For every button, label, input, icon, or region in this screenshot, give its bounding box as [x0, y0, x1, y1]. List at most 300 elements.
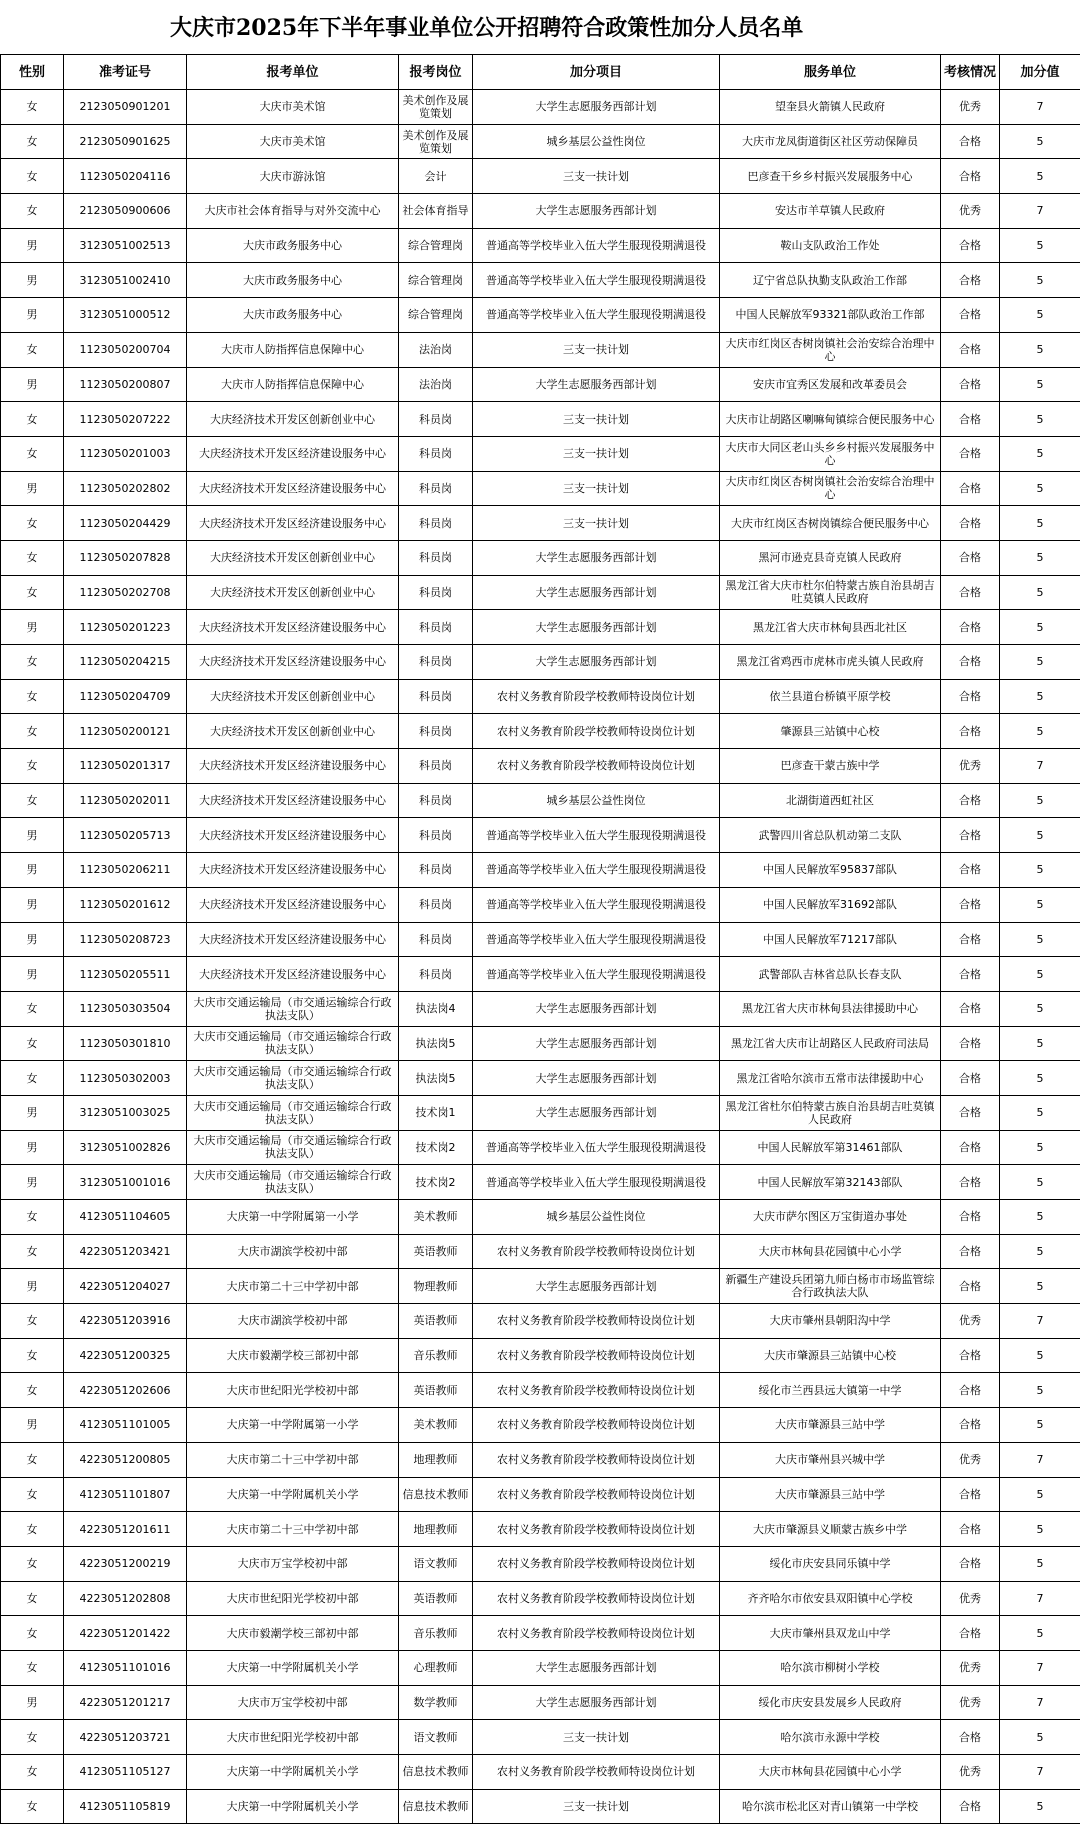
applied-unit-cell: 大庆经济技术开发区创新创业中心	[187, 575, 399, 610]
gender-cell: 男	[1, 957, 64, 992]
service-unit-cell: 绥化市兰西县远大镇第一中学	[720, 1373, 941, 1408]
assessment-cell: 优秀	[941, 1650, 1000, 1685]
service-unit-cell: 哈尔滨市松北区对青山镇第一中学校	[720, 1789, 941, 1824]
service-unit-cell: 安达市羊草镇人民政府	[720, 194, 941, 229]
assessment-cell: 合格	[941, 1373, 1000, 1408]
gender-cell: 女	[1, 506, 64, 541]
applied-post-cell: 心理教师	[399, 1650, 473, 1685]
bonus-item-cell: 城乡基层公益性岗位	[473, 1200, 720, 1235]
assessment-cell: 合格	[941, 679, 1000, 714]
bonus-item-cell: 三支一扶计划	[473, 332, 720, 367]
bonus-item-cell: 大学生志愿服务西部计划	[473, 1650, 720, 1685]
bonus-points-cell: 5	[1000, 922, 1080, 957]
table-row	[1, 1408, 1080, 1443]
applied-post-cell: 信息技术教师	[399, 1789, 473, 1824]
applied-post-cell: 执法岗4	[399, 991, 473, 1026]
table-row	[1, 1546, 1080, 1581]
applied-post-cell: 技术岗1	[399, 1095, 473, 1130]
table-row	[1, 1789, 1080, 1824]
ticket-number-cell: 4123051104605	[64, 1200, 187, 1235]
service-unit-cell: 大庆市肇源县三站中学	[720, 1477, 941, 1512]
bonus-item-cell: 大学生志愿服务西部计划	[473, 90, 720, 125]
assessment-cell: 合格	[941, 471, 1000, 506]
bonus-points-cell: 5	[1000, 1269, 1080, 1304]
table-row	[1, 991, 1080, 1026]
applied-post-cell: 信息技术教师	[399, 1755, 473, 1790]
bonus-item-cell: 农村义务教育阶段学校教师特设岗位计划	[473, 1338, 720, 1373]
assessment-cell: 合格	[941, 1269, 1000, 1304]
bonus-points-cell: 7	[1000, 1581, 1080, 1616]
assessment-cell: 合格	[941, 922, 1000, 957]
table-row	[1, 159, 1080, 194]
bonus-points-cell: 5	[1000, 367, 1080, 402]
applied-unit-cell: 大庆经济技术开发区经济建设服务中心	[187, 506, 399, 541]
assessment-cell: 合格	[941, 124, 1000, 159]
ticket-number-cell: 1123050202011	[64, 783, 187, 818]
service-unit-cell: 黑龙江省大庆市让胡路区人民政府司法局	[720, 1026, 941, 1061]
gender-cell: 女	[1, 1338, 64, 1373]
bonus-item-cell: 农村义务教育阶段学校教师特设岗位计划	[473, 749, 720, 784]
header-gender: 性别	[1, 55, 64, 90]
service-unit-cell: 武警部队吉林省总队长春支队	[720, 957, 941, 992]
applied-post-cell: 英语教师	[399, 1234, 473, 1269]
applied-unit-cell: 大庆市湖滨学校初中部	[187, 1234, 399, 1269]
gender-cell: 男	[1, 228, 64, 263]
assessment-cell: 合格	[941, 159, 1000, 194]
bonus-item-cell: 农村义务教育阶段学校教师特设岗位计划	[473, 1755, 720, 1790]
applied-unit-cell: 大庆经济技术开发区创新创业中心	[187, 679, 399, 714]
service-unit-cell: 大庆市让胡路区喇嘛甸镇综合便民服务中心	[720, 402, 941, 437]
service-unit-cell: 黑河市逊克县奇克镇人民政府	[720, 540, 941, 575]
bonus-points-cell: 5	[1000, 1408, 1080, 1443]
applied-unit-cell: 大庆市第二十三中学初中部	[187, 1269, 399, 1304]
table-row	[1, 1061, 1080, 1096]
applied-post-cell: 技术岗2	[399, 1165, 473, 1200]
ticket-number-cell: 3123051002826	[64, 1130, 187, 1165]
bonus-item-cell: 大学生志愿服务西部计划	[473, 645, 720, 680]
assessment-cell: 合格	[941, 1061, 1000, 1096]
service-unit-cell: 新疆生产建设兵团第九师白杨市市场监管综合行政执法大队	[720, 1269, 941, 1304]
ticket-number-cell: 1123050200121	[64, 714, 187, 749]
applied-unit-cell: 大庆第一中学附属第一小学	[187, 1408, 399, 1443]
bonus-item-cell: 大学生志愿服务西部计划	[473, 1269, 720, 1304]
table-row	[1, 471, 1080, 506]
applied-unit-cell: 大庆市万宝学校初中部	[187, 1546, 399, 1581]
applied-post-cell: 科员岗	[399, 749, 473, 784]
assessment-cell: 优秀	[941, 1442, 1000, 1477]
gender-cell: 男	[1, 853, 64, 888]
table-row	[1, 922, 1080, 957]
ticket-number-cell: 1123050303504	[64, 991, 187, 1026]
table-row	[1, 1685, 1080, 1720]
applied-unit-cell: 大庆经济技术开发区创新创业中心	[187, 540, 399, 575]
table-row	[1, 818, 1080, 853]
ticket-number-cell: 4223051203916	[64, 1304, 187, 1339]
bonus-points-cell: 5	[1000, 228, 1080, 263]
bonus-points-cell: 5	[1000, 575, 1080, 610]
bonus-item-cell: 农村义务教育阶段学校教师特设岗位计划	[473, 714, 720, 749]
applied-unit-cell: 大庆市湖滨学校初中部	[187, 1304, 399, 1339]
bonus-points-cell: 7	[1000, 1442, 1080, 1477]
applied-post-cell: 科员岗	[399, 922, 473, 957]
assessment-cell: 合格	[941, 610, 1000, 645]
table-row	[1, 1581, 1080, 1616]
bonus-item-cell: 普通高等学校毕业入伍大学生服现役期满退役	[473, 1130, 720, 1165]
table-row	[1, 436, 1080, 471]
applied-unit-cell: 大庆市毅潮学校三部初中部	[187, 1616, 399, 1651]
ticket-number-cell: 1123050204215	[64, 645, 187, 680]
assessment-cell: 合格	[941, 853, 1000, 888]
bonus-item-cell: 大学生志愿服务西部计划	[473, 610, 720, 645]
bonus-item-cell: 农村义务教育阶段学校教师特设岗位计划	[473, 679, 720, 714]
ticket-number-cell: 4223051200219	[64, 1546, 187, 1581]
bonus-item-cell: 大学生志愿服务西部计划	[473, 540, 720, 575]
bonus-item-cell: 大学生志愿服务西部计划	[473, 991, 720, 1026]
applied-unit-cell: 大庆市交通运输局（市交通运输综合行政执法支队）	[187, 1061, 399, 1096]
applied-unit-cell: 大庆经济技术开发区经济建设服务中心	[187, 783, 399, 818]
ticket-number-cell: 4223051203721	[64, 1720, 187, 1755]
applied-post-cell: 数学教师	[399, 1685, 473, 1720]
applied-post-cell: 美术教师	[399, 1408, 473, 1443]
gender-cell: 女	[1, 575, 64, 610]
table-row	[1, 263, 1080, 298]
ticket-number-cell: 4223051201217	[64, 1685, 187, 1720]
gender-cell: 女	[1, 90, 64, 125]
service-unit-cell: 巴彦查干蒙古族中学	[720, 749, 941, 784]
service-unit-cell: 肇源县三站镇中心校	[720, 714, 941, 749]
ticket-number-cell: 1123050207222	[64, 402, 187, 437]
applied-post-cell: 科员岗	[399, 679, 473, 714]
applied-unit-cell: 大庆市政务服务中心	[187, 263, 399, 298]
applied-post-cell: 科员岗	[399, 714, 473, 749]
applied-unit-cell: 大庆经济技术开发区创新创业中心	[187, 714, 399, 749]
assessment-cell: 合格	[941, 540, 1000, 575]
applied-unit-cell: 大庆经济技术开发区经济建设服务中心	[187, 887, 399, 922]
table-row	[1, 540, 1080, 575]
service-unit-cell: 齐齐哈尔市依安县双阳镇中心学校	[720, 1581, 941, 1616]
assessment-cell: 合格	[941, 1234, 1000, 1269]
applied-post-cell: 英语教师	[399, 1304, 473, 1339]
bonus-points-cell: 7	[1000, 1650, 1080, 1685]
applied-post-cell: 执法岗5	[399, 1026, 473, 1061]
gender-cell: 女	[1, 714, 64, 749]
service-unit-cell: 中国人民解放军71217部队	[720, 922, 941, 957]
bonus-item-cell: 三支一扶计划	[473, 506, 720, 541]
page-title: 大庆市2025年下半年事业单位公开招聘符合政策性加分人员名单	[170, 15, 804, 41]
applied-post-cell: 英语教师	[399, 1373, 473, 1408]
gender-cell: 女	[1, 1755, 64, 1790]
assessment-cell: 合格	[941, 714, 1000, 749]
bonus-points-cell: 5	[1000, 853, 1080, 888]
table-row	[1, 887, 1080, 922]
applied-post-cell: 地理教师	[399, 1442, 473, 1477]
service-unit-cell: 中国人民解放军31692部队	[720, 887, 941, 922]
gender-cell: 女	[1, 402, 64, 437]
gender-cell: 男	[1, 1269, 64, 1304]
ticket-number-cell: 4223051203421	[64, 1234, 187, 1269]
bonus-item-cell: 农村义务教育阶段学校教师特设岗位计划	[473, 1512, 720, 1547]
table-row	[1, 1200, 1080, 1235]
bonus-points-cell: 5	[1000, 1512, 1080, 1547]
bonus-points-cell: 7	[1000, 749, 1080, 784]
gender-cell: 女	[1, 159, 64, 194]
ticket-number-cell: 1123050201003	[64, 436, 187, 471]
assessment-cell: 优秀	[941, 749, 1000, 784]
ticket-number-cell: 1123050302003	[64, 1061, 187, 1096]
applied-post-cell: 地理教师	[399, 1512, 473, 1547]
ticket-number-cell: 1123050208723	[64, 922, 187, 957]
service-unit-cell: 中国人民解放军第32143部队	[720, 1165, 941, 1200]
assessment-cell: 合格	[941, 991, 1000, 1026]
table-row	[1, 1165, 1080, 1200]
ticket-number-cell: 1123050206211	[64, 853, 187, 888]
bonus-item-cell: 普通高等学校毕业入伍大学生服现役期满退役	[473, 853, 720, 888]
service-unit-cell: 安庆市宜秀区发展和改革委员会	[720, 367, 941, 402]
bonus-item-cell: 普通高等学校毕业入伍大学生服现役期满退役	[473, 298, 720, 333]
bonus-item-cell: 大学生志愿服务西部计划	[473, 1095, 720, 1130]
service-unit-cell: 绥化市庆安县发展乡人民政府	[720, 1685, 941, 1720]
applied-post-cell: 语文教师	[399, 1720, 473, 1755]
header-ticket-number: 准考证号	[64, 55, 187, 90]
applied-post-cell: 科员岗	[399, 506, 473, 541]
applied-unit-cell: 大庆市交通运输局（市交通运输综合行政执法支队）	[187, 1095, 399, 1130]
bonus-item-cell: 大学生志愿服务西部计划	[473, 1685, 720, 1720]
service-unit-cell: 大庆市萨尔图区万宝街道办事处	[720, 1200, 941, 1235]
ticket-number-cell: 4123051101005	[64, 1408, 187, 1443]
header-bonus-points: 加分值	[1000, 55, 1080, 90]
ticket-number-cell: 1123050202802	[64, 471, 187, 506]
assessment-cell: 合格	[941, 645, 1000, 680]
table-row	[1, 1650, 1080, 1685]
gender-cell: 男	[1, 922, 64, 957]
table-row	[1, 1720, 1080, 1755]
assessment-cell: 优秀	[941, 194, 1000, 229]
service-unit-cell: 黑龙江省大庆市林甸县法律援助中心	[720, 991, 941, 1026]
table-row	[1, 1234, 1080, 1269]
applied-post-cell: 音乐教师	[399, 1338, 473, 1373]
bonus-item-cell: 普通高等学校毕业入伍大学生服现役期满退役	[473, 887, 720, 922]
ticket-number-cell: 3123051000512	[64, 298, 187, 333]
gender-cell: 女	[1, 1616, 64, 1651]
bonus-item-cell: 大学生志愿服务西部计划	[473, 367, 720, 402]
gender-cell: 女	[1, 1061, 64, 1096]
service-unit-cell: 鞍山支队政治工作处	[720, 228, 941, 263]
service-unit-cell: 哈尔滨市柳树小学校	[720, 1650, 941, 1685]
service-unit-cell: 大庆市肇州县兴城中学	[720, 1442, 941, 1477]
ticket-number-cell: 4123051105127	[64, 1755, 187, 1790]
table-row	[1, 90, 1080, 125]
assessment-cell: 合格	[941, 957, 1000, 992]
gender-cell: 女	[1, 749, 64, 784]
gender-cell: 男	[1, 610, 64, 645]
table-row	[1, 1755, 1080, 1790]
applied-unit-cell: 大庆市第二十三中学初中部	[187, 1512, 399, 1547]
service-unit-cell: 巴彦查干乡乡村振兴发展服务中心	[720, 159, 941, 194]
ticket-number-cell: 2123050900606	[64, 194, 187, 229]
table-row	[1, 679, 1080, 714]
bonus-item-cell: 三支一扶计划	[473, 159, 720, 194]
applied-post-cell: 音乐教师	[399, 1616, 473, 1651]
header-row	[1, 55, 1080, 90]
applied-post-cell: 科员岗	[399, 436, 473, 471]
assessment-cell: 合格	[941, 1477, 1000, 1512]
bonus-points-cell: 5	[1000, 1616, 1080, 1651]
bonus-points-cell: 5	[1000, 1373, 1080, 1408]
ticket-number-cell: 1123050202708	[64, 575, 187, 610]
applied-post-cell: 综合管理岗	[399, 228, 473, 263]
ticket-number-cell: 4123051101807	[64, 1477, 187, 1512]
bonus-item-cell: 农村义务教育阶段学校教师特设岗位计划	[473, 1477, 720, 1512]
service-unit-cell: 黑龙江省大庆市杜尔伯特蒙古族自治县胡吉吐莫镇人民政府	[720, 575, 941, 610]
gender-cell: 女	[1, 332, 64, 367]
table-row	[1, 1338, 1080, 1373]
applied-unit-cell: 大庆市交通运输局（市交通运输综合行政执法支队）	[187, 1165, 399, 1200]
assessment-cell: 合格	[941, 332, 1000, 367]
gender-cell: 男	[1, 1130, 64, 1165]
applied-unit-cell: 大庆市世纪阳光学校初中部	[187, 1720, 399, 1755]
applied-unit-cell: 大庆经济技术开发区创新创业中心	[187, 402, 399, 437]
applied-unit-cell: 大庆市毅潮学校三部初中部	[187, 1338, 399, 1373]
table-row	[1, 1373, 1080, 1408]
applied-post-cell: 科员岗	[399, 783, 473, 818]
applied-unit-cell: 大庆市世纪阳光学校初中部	[187, 1581, 399, 1616]
applied-unit-cell: 大庆市交通运输局（市交通运输综合行政执法支队）	[187, 1026, 399, 1061]
gender-cell: 男	[1, 471, 64, 506]
table-row	[1, 853, 1080, 888]
service-unit-cell: 黑龙江省杜尔伯特蒙古族自治县胡吉吐莫镇人民政府	[720, 1095, 941, 1130]
service-unit-cell: 大庆市肇源县三站中学	[720, 1408, 941, 1443]
gender-cell: 女	[1, 1546, 64, 1581]
bonus-points-cell: 5	[1000, 471, 1080, 506]
ticket-number-cell: 1123050201317	[64, 749, 187, 784]
applied-post-cell: 信息技术教师	[399, 1477, 473, 1512]
bonus-points-cell: 5	[1000, 1130, 1080, 1165]
applied-post-cell: 执法岗5	[399, 1061, 473, 1096]
table-row	[1, 298, 1080, 333]
assessment-cell: 合格	[941, 1130, 1000, 1165]
ticket-number-cell: 4223051202606	[64, 1373, 187, 1408]
ticket-number-cell: 1123050204429	[64, 506, 187, 541]
ticket-number-cell: 4123051101016	[64, 1650, 187, 1685]
assessment-cell: 合格	[941, 1026, 1000, 1061]
bonus-points-cell: 7	[1000, 1304, 1080, 1339]
service-unit-cell: 望奎县火箭镇人民政府	[720, 90, 941, 125]
assessment-cell: 合格	[941, 1616, 1000, 1651]
applied-unit-cell: 大庆第一中学附属机关小学	[187, 1789, 399, 1824]
service-unit-cell: 中国人民解放军95837部队	[720, 853, 941, 888]
assessment-cell: 合格	[941, 1338, 1000, 1373]
bonus-points-cell: 5	[1000, 783, 1080, 818]
bonus-item-cell: 普通高等学校毕业入伍大学生服现役期满退役	[473, 922, 720, 957]
bonus-points-cell: 5	[1000, 1234, 1080, 1269]
applied-unit-cell: 大庆市人防指挥信息保障中心	[187, 367, 399, 402]
bonus-item-cell: 农村义务教育阶段学校教师特设岗位计划	[473, 1581, 720, 1616]
gender-cell: 女	[1, 1234, 64, 1269]
assessment-cell: 合格	[941, 1095, 1000, 1130]
applied-post-cell: 美术创作及展览策划	[399, 90, 473, 125]
applied-post-cell: 语文教师	[399, 1546, 473, 1581]
bonus-points-cell: 5	[1000, 540, 1080, 575]
table-row	[1, 1304, 1080, 1339]
gender-cell: 男	[1, 1095, 64, 1130]
table-row	[1, 1616, 1080, 1651]
bonus-points-cell: 5	[1000, 1200, 1080, 1235]
service-unit-cell: 大庆市红岗区杏树岗镇综合便民服务中心	[720, 506, 941, 541]
header-bonus-item: 加分项目	[473, 55, 720, 90]
gender-cell: 女	[1, 194, 64, 229]
table-row	[1, 645, 1080, 680]
table-row	[1, 1512, 1080, 1547]
service-unit-cell: 哈尔滨市永源中学校	[720, 1720, 941, 1755]
bonus-points-cell: 5	[1000, 402, 1080, 437]
ticket-number-cell: 4223051200325	[64, 1338, 187, 1373]
ticket-number-cell: 3123051002410	[64, 263, 187, 298]
service-unit-cell: 武警四川省总队机动第二支队	[720, 818, 941, 853]
table-row	[1, 957, 1080, 992]
gender-cell: 男	[1, 263, 64, 298]
gender-cell: 女	[1, 1477, 64, 1512]
gender-cell: 男	[1, 1685, 64, 1720]
applied-post-cell: 科员岗	[399, 645, 473, 680]
applied-unit-cell: 大庆经济技术开发区经济建设服务中心	[187, 645, 399, 680]
applied-unit-cell: 大庆第一中学附属机关小学	[187, 1477, 399, 1512]
bonus-points-cell: 5	[1000, 1165, 1080, 1200]
bonus-item-cell: 三支一扶计划	[473, 402, 720, 437]
bonus-item-cell: 三支一扶计划	[473, 1789, 720, 1824]
table-row	[1, 1026, 1080, 1061]
assessment-cell: 优秀	[941, 1581, 1000, 1616]
service-unit-cell: 大庆市林甸县花园镇中心小学	[720, 1234, 941, 1269]
applied-unit-cell: 大庆经济技术开发区经济建设服务中心	[187, 922, 399, 957]
assessment-cell: 合格	[941, 1789, 1000, 1824]
bonus-item-cell: 大学生志愿服务西部计划	[473, 1026, 720, 1061]
ticket-number-cell: 1123050204116	[64, 159, 187, 194]
header-applied-unit: 报考单位	[187, 55, 399, 90]
applied-post-cell: 法治岗	[399, 332, 473, 367]
bonus-item-cell: 农村义务教育阶段学校教师特设岗位计划	[473, 1616, 720, 1651]
applied-unit-cell: 大庆市人防指挥信息保障中心	[187, 332, 399, 367]
bonus-item-cell: 城乡基层公益性岗位	[473, 124, 720, 159]
assessment-cell: 合格	[941, 228, 1000, 263]
gender-cell: 男	[1, 1165, 64, 1200]
applied-unit-cell: 大庆第一中学附属机关小学	[187, 1650, 399, 1685]
bonus-points-cell: 5	[1000, 1095, 1080, 1130]
applied-unit-cell: 大庆市世纪阳光学校初中部	[187, 1373, 399, 1408]
assessment-cell: 优秀	[941, 1755, 1000, 1790]
ticket-number-cell: 4223051202808	[64, 1581, 187, 1616]
table-row	[1, 1477, 1080, 1512]
ticket-number-cell: 4223051200805	[64, 1442, 187, 1477]
applied-unit-cell: 大庆市交通运输局（市交通运输综合行政执法支队）	[187, 991, 399, 1026]
service-unit-cell: 绥化市庆安县同乐镇中学	[720, 1546, 941, 1581]
bonus-points-cell: 5	[1000, 957, 1080, 992]
bonus-item-cell: 农村义务教育阶段学校教师特设岗位计划	[473, 1546, 720, 1581]
bonus-item-cell: 城乡基层公益性岗位	[473, 783, 720, 818]
gender-cell: 女	[1, 1200, 64, 1235]
gender-cell: 女	[1, 124, 64, 159]
service-unit-cell: 大庆市红岗区杏树岗镇社会治安综合治理中心	[720, 471, 941, 506]
table-row	[1, 367, 1080, 402]
applied-post-cell: 物理教师	[399, 1269, 473, 1304]
gender-cell: 女	[1, 1442, 64, 1477]
applied-unit-cell: 大庆市游泳馆	[187, 159, 399, 194]
bonus-item-cell: 三支一扶计划	[473, 1720, 720, 1755]
applied-post-cell: 科员岗	[399, 957, 473, 992]
assessment-cell: 合格	[941, 575, 1000, 610]
service-unit-cell: 大庆市红岗区杏树岗镇社会治安综合治理中心	[720, 332, 941, 367]
ticket-number-cell: 1123050301810	[64, 1026, 187, 1061]
bonus-points-cell: 5	[1000, 991, 1080, 1026]
